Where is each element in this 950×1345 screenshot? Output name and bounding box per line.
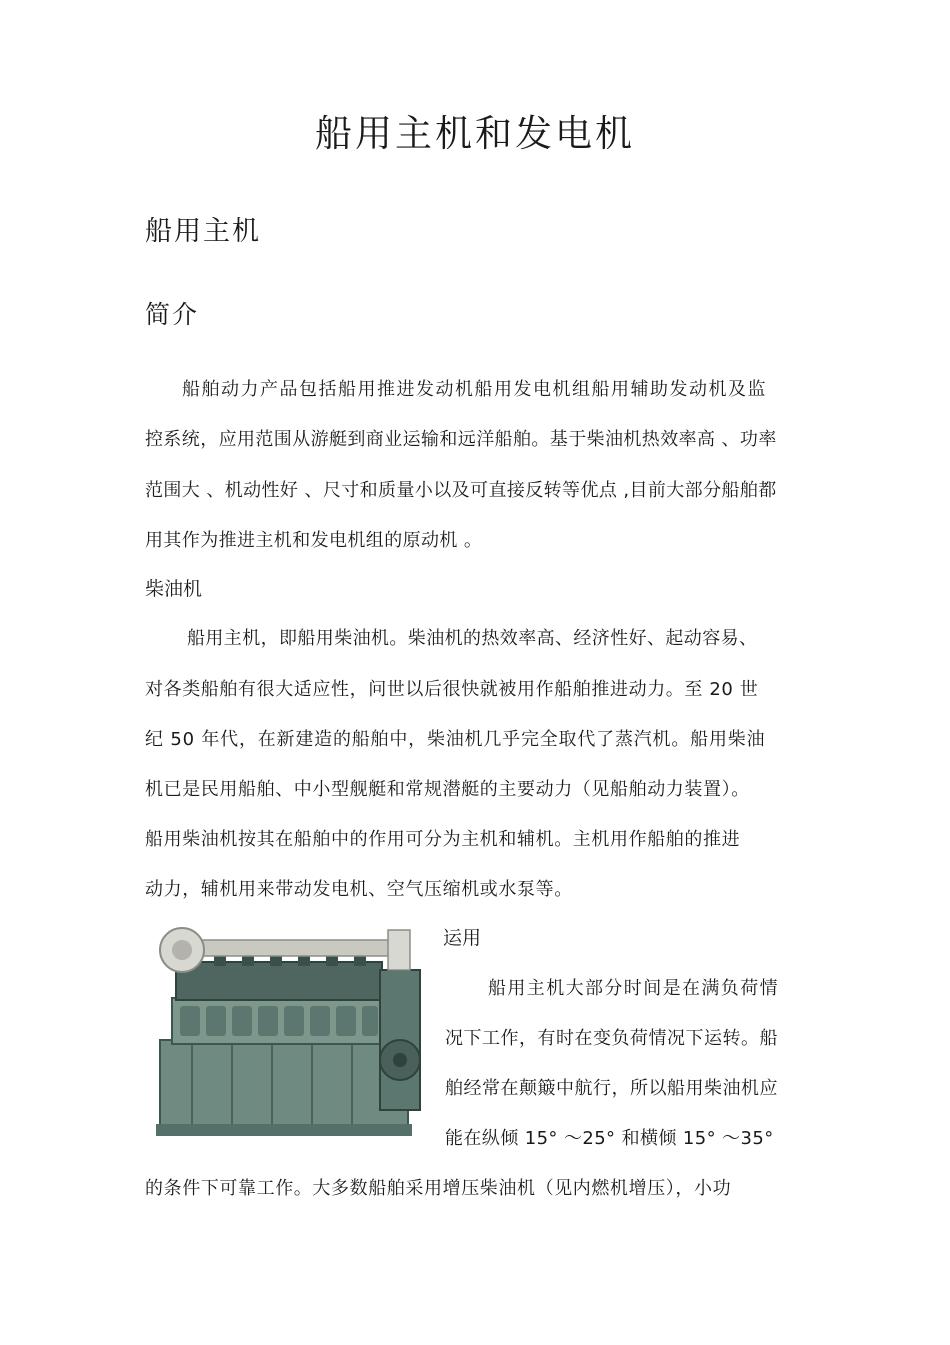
diesel-line: 机已是民用船舶、中小型舰艇和常规潜艇的主要动力（见船舶动力装置）。 [145,779,750,800]
intro-line: 用其作为推进主机和发电机组的原动机 。 [145,530,483,551]
usage-line: 能在纵倾 15° ～25° 和横倾 15° ～35° [445,1128,774,1149]
usage-line: 舶经常在颠簸中航行，所以船用柴油机应 [445,1078,778,1099]
usage-line: 的条件下可靠工作。大多数船舶采用增压柴油机（见内燃机增压），小功 [145,1178,732,1199]
usage-line: 船用主机大部分时间是在满负荷情 [488,978,779,999]
diesel-line: 船用柴油机按其在船舶中的作用可分为主机和辅机。主机用作船舶的推进 [145,829,741,850]
intro-line: 控系统，应用范围从游艇到商业运输和远洋船舶。基于柴油机热效率高 、功率 [145,429,777,450]
usage-heading: 运用 [443,927,482,949]
diesel-line: 动力，辅机用来带动发电机、空气压缩机或水泵等。 [145,879,573,900]
marine-engine-image [152,910,436,1142]
diesel-line: 对各类船舶有很大适应性，问世以后很快就被用作船舶推进动力。至 20 世 [145,679,759,700]
document-title: 船用主机和发电机 [315,112,635,155]
section-heading: 船用主机 [145,216,261,247]
diesel-heading: 柴油机 [145,578,203,600]
diesel-line: 船用主机，即船用柴油机。柴油机的热效率高、经济性好、起动容易、 [187,628,758,649]
usage-line: 况下工作，有时在变负荷情况下运转。船 [445,1028,778,1049]
intro-line: 范围大 、机动性好 、尺寸和质量小以及可直接反转等优点 ,目前大部分船舶都 [145,480,777,501]
intro-heading: 简介 [145,300,200,329]
diesel-line: 纪 50 年代，在新建造的船舶中，柴油机几乎完全取代了蒸汽机。船用柴油 [145,729,766,750]
intro-line: 船舶动力产品包括船用推进发动机船用发电机组船用辅助发动机及监 [182,379,767,400]
